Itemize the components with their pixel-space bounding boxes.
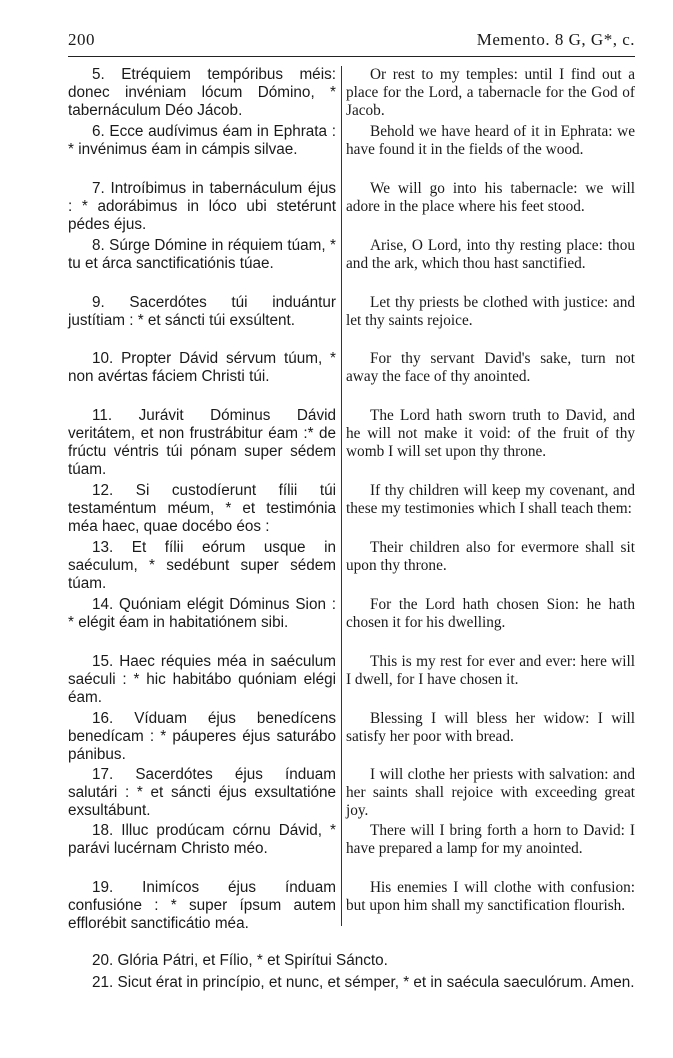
column-divider xyxy=(341,66,342,926)
latin-verse-13: 13. Et fílii eórum usque in saéculum, * sedébunt super sédem túam. xyxy=(68,539,336,592)
english-verse-11: The Lord hath sworn truth to David, and he will not make it void: of the fruit of thy womb I will set upon thy throne. xyxy=(346,407,635,460)
latin-verse-19: 19. Inimícos éjus índuam confusióne : * super ípsum autem efflorébit sanctificátio méa. xyxy=(68,879,336,932)
english-verse-13: Their children also for evermore shall sit upon thy throne. xyxy=(346,539,635,574)
latin-verse-5: 5. Etréquiem tempóribus méis: donec invéniam lócum Dómino, * tabernáculum Déo Jácob. xyxy=(68,66,336,119)
running-header xyxy=(68,30,635,54)
english-verse-19: His enemies I will clothe with confusion: but upon him shall my sanctification flourish. xyxy=(346,879,635,914)
english-verse-5: Or rest to my temples: until I find out a place for the Lord, a tabernacle for the God of Jacob. xyxy=(346,66,635,119)
latin-verse-17: 17. Sacerdótes éjus índuam salutári : * et sáncti éjus exsultatióne exsultábunt. xyxy=(68,766,336,819)
page-number: 200 xyxy=(68,30,95,49)
latin-verse-6: 6. Ecce audívimus éam in Ephrata : * invénimus éam in cámpis silvae. xyxy=(68,123,336,158)
latin-verse-7: 7. Introíbimus in tabernáculum éjus : * adorábimus in lóco ubi stetérunt pédes éjus. xyxy=(68,180,336,233)
latin-verse-8: 8. Súrge Dómine in réquiem túam, * tu et árca sanctificatiónis túae. xyxy=(68,237,336,272)
latin-verse-16: 16. Víduam éjus benedícens benedícam : * páuperes éjus saturábo pánibus. xyxy=(68,710,336,763)
header-rule xyxy=(68,56,635,57)
english-verse-10: For thy servant David's sake, turn not away the face of thy anointed. xyxy=(346,350,635,385)
latin-verse-15: 15. Haec réquies méa in saéculum saéculi : * hic habitábo quóniam elégi éam. xyxy=(68,653,336,706)
latin-verse-11: 11. Jurávit Dóminus Dávid veritátem, et non frustrábitur éam :* de frúctu véntris túi pónam super sédem túam. xyxy=(68,407,336,478)
latin-verse-10: 10. Propter Dávid sérvum túum, * non avértas fáciem Christi túi. xyxy=(68,350,336,385)
english-verse-15: This is my rest for ever and ever: here will I dwell, for I have chosen it. xyxy=(346,653,635,688)
running-title: Memento. 8 G, G*, c. xyxy=(476,30,635,49)
english-verse-12: If thy children will keep my covenant, and these my testimonies which I shall teach them: xyxy=(346,482,635,517)
english-verse-8: Arise, O Lord, into thy resting place: thou and the ark, which thou hast sanctified. xyxy=(346,237,635,272)
english-verse-17: I will clothe her priests with salvation: and her saints shall rejoice with exceeding great joy. xyxy=(346,766,635,819)
english-verse-14: For the Lord hath chosen Sion: he hath chosen it for his dwelling. xyxy=(346,596,635,631)
english-verse-6: Behold we have heard of it in Ephrata: we have found it in the fields of the wood. xyxy=(346,123,635,158)
english-verse-16: Blessing I will bless her widow: I will satisfy her poor with bread. xyxy=(346,710,635,745)
doxology-verse-21: 21. Sicut érat in princípio, et nunc, et sémper, * et in saécula saeculórum. Amen. xyxy=(92,974,635,992)
english-verse-7: We will go into his tabernacle: we will adore in the place where his feet stood. xyxy=(346,180,635,215)
doxology-verse-20: 20. Glória Pátri, et Fílio, * et Spirítui Sáncto. xyxy=(92,952,388,970)
latin-verse-14: 14. Quóniam elégit Dóminus Sion : * elégit éam in habitatiónem sibi. xyxy=(68,596,336,631)
english-verse-9: Let thy priests be clothed with justice: and let thy saints rejoice. xyxy=(346,294,635,329)
latin-verse-9: 9. Sacerdótes túi induántur justítiam : * et sáncti túi exsúltent. xyxy=(68,294,336,329)
english-verse-18: There will I bring forth a horn to David: I have prepared a lamp for my anointed. xyxy=(346,822,635,857)
latin-verse-12: 12. Si custodíerunt fílii túi testaméntum méum, * et testimónia méa haec, quae docébo éos : xyxy=(68,482,336,535)
latin-verse-18: 18. Illuc prodúcam córnu Dávid, * parávi lucérnam Christo méo. xyxy=(68,822,336,857)
